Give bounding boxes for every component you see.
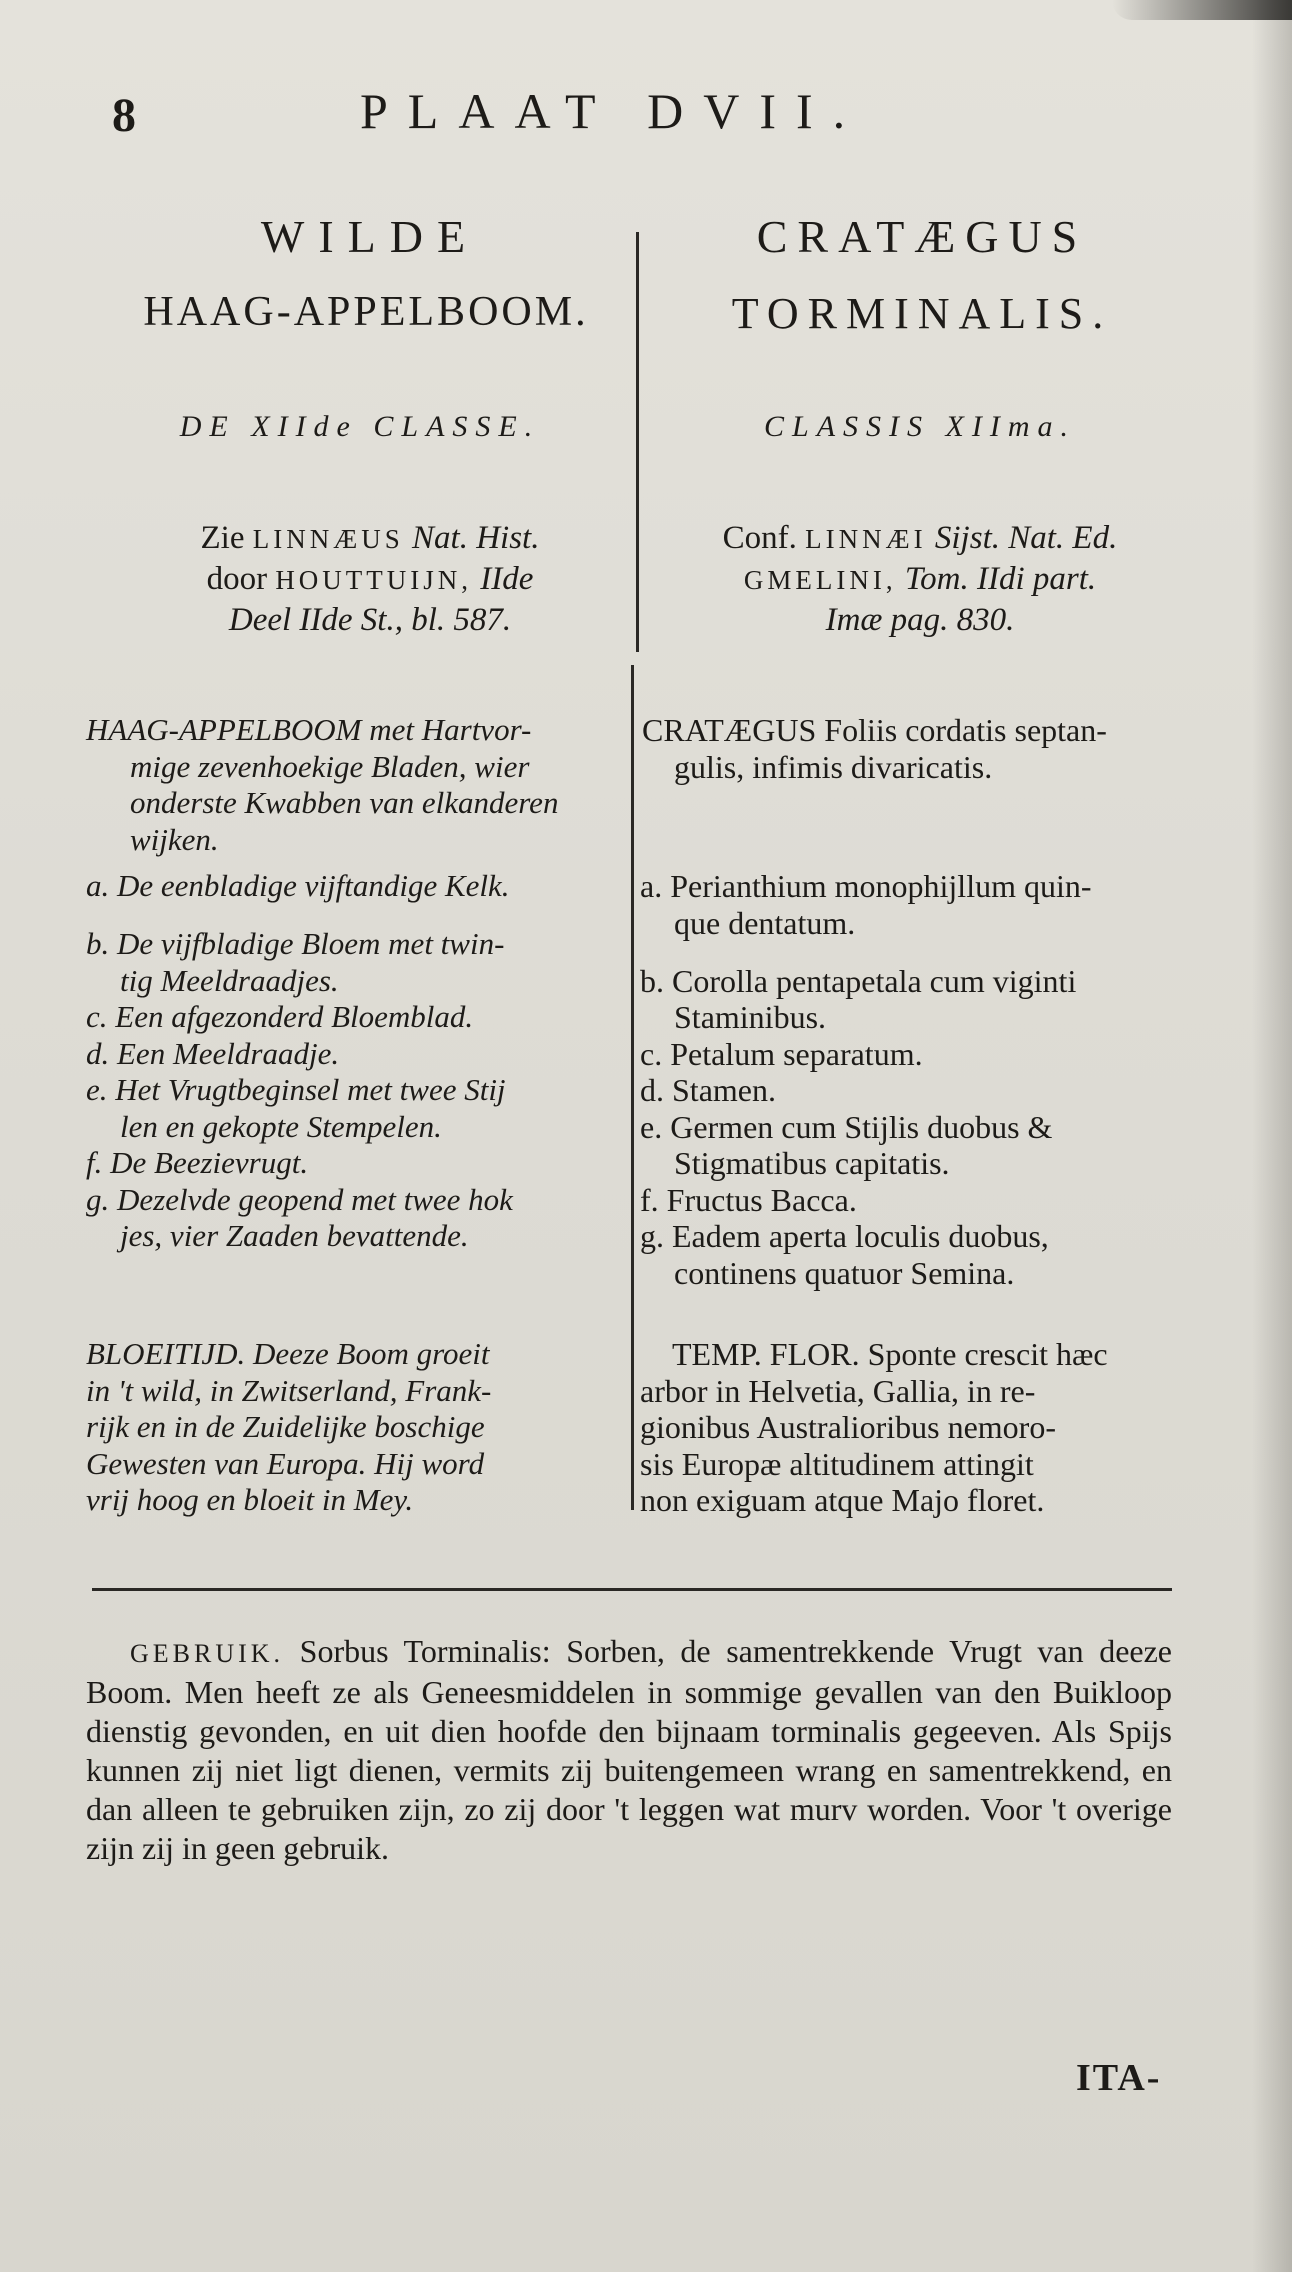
dutch-reference: Zie LINNÆUS Nat. Hist. door HOUTTUIJN, IIde Deel IIde St., bl. 587.: [200, 520, 540, 638]
dutch-flowering: BLOEITIJD. Deeze Boom groeit in 't wild, in Zwitserland, Frank- rijk en in de Zuidelijke boschige Gewesten van Europa. Hij word vrij hoog en bloeit in Mey.: [86, 1336, 492, 1517]
usage-label: GEBRUIK.: [130, 1639, 285, 1668]
page-number: 8: [112, 89, 136, 142]
usage-text: Sorbus Torminalis: Sorben, de samentrekkende Vrugt van deeze Boom. Men heeft ze als Geneesmiddelen in sommige gevallen van den Buikloop dienstig gevonden, en uit dien hoofde den bijnaam torminalis gegeeven. Als Spijs kunnen zij niet ligt dienen, vermits zij buitengemeen wrang en samentrekkend, en dan alleen te gebruiken zijn, zo zij door 't leggen wat murv worden. Voor 't overige zijn zij in geen gebruik.: [86, 1633, 1173, 1866]
section-rule: [92, 1588, 1172, 1591]
column-divider-top: [636, 232, 639, 652]
latin-reference: Conf. LINNÆI Sijst. Nat. Ed. GMELINI, Tom. IIdi part. Imæ pag. 830.: [722, 520, 1118, 638]
dutch-title-line2: HAAG-APPELBOOM.: [143, 289, 589, 335]
latin-description: CRATÆGUS Foliis cordatis septan- gulis, infimis divaricatis.: [642, 712, 1107, 785]
page-edge-shadow: [1252, 0, 1292, 2272]
usage-paragraph: [86, 1632, 1172, 1868]
catchword: ITA-: [1076, 2057, 1162, 2099]
latin-classe: CLASSIS XIIma.: [764, 410, 1076, 443]
page-corner-shadow: [1112, 0, 1292, 20]
plate-header: PLAAT DVII.: [360, 83, 866, 139]
dutch-title-line1: WILDE: [260, 211, 480, 262]
latin-items: a. Perianthium monophijllum quin- que dentatum. b. Corolla pentapetala cum viginti Staminibus. c. Petalum separatum. d. Stamen. e. Germen cum Stijlis duobus & Stigmatibus capitatis. f. Fructus Bacca. g. Eadem aperta loculis duobus, continens quatuor Semina.: [640, 868, 1092, 1291]
dutch-classe: DE XIIde CLASSE.: [179, 410, 541, 443]
latin-flowering: TEMP. FLOR. Sponte crescit hæc arbor in Helvetia, Gallia, in re- gionibus Australioribus nemoro- sis Europæ altitudinem attingit non exiguam atque Majo floret.: [640, 1336, 1108, 1518]
column-divider-bottom: [631, 665, 634, 1510]
dutch-description: HAAG-APPELBOOM met Hartvor- mige zevenhoekige Bladen, wier onderste Kwabben van elkanderen wijken.: [86, 712, 559, 857]
dutch-items: a. De eenbladige vijftandige Kelk. b. De vijfbladige Bloem met twin- tig Meeldraadjes. c. Een afgezonderd Bloemblad. d. Een Meeldraadje. e. Het Vrugtbeginsel met twee Stij len en gekopte Stempelen. f. De Beezievrugt. g. Dezelvde geopend met twee hok jes, vier Zaaden bevattende.: [86, 868, 513, 1253]
latin-title-line1: CRATÆGUS: [756, 211, 1088, 262]
latin-title-line2: TORMINALIS.: [731, 289, 1113, 338]
